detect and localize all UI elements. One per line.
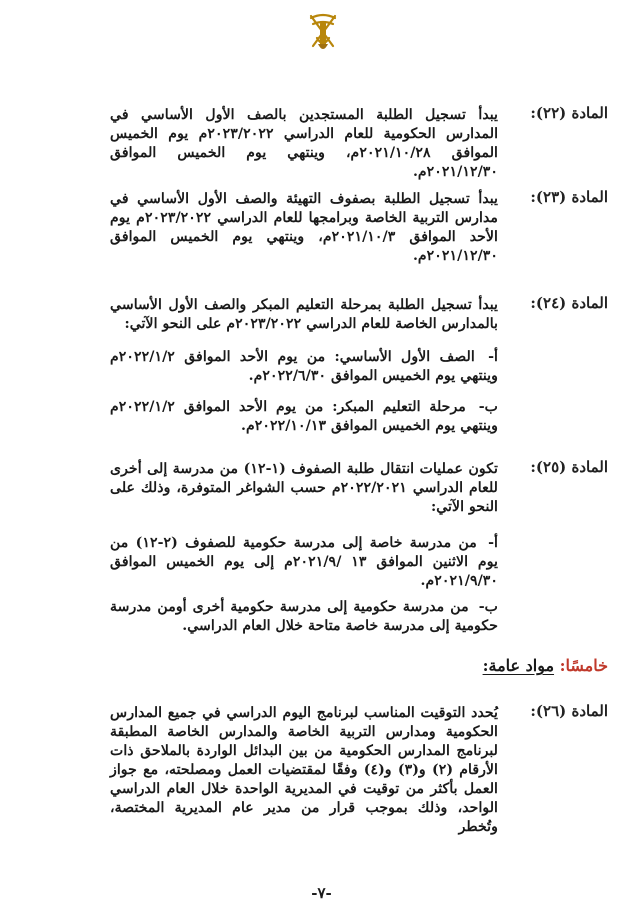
section-number: خامسًا:: [559, 656, 608, 675]
list-marker: ب-: [478, 399, 498, 415]
article-label: المادة (٢٢):: [530, 104, 608, 122]
page-number: -٧-: [311, 884, 332, 902]
list-marker: أ-: [488, 349, 498, 365]
article-text: يبدأ تسجيل الطلبة المستجدين بالصف الأول الأساسي في المدارس الحكومية للعام الدراسي ٢٠٢٣/٢٠٢٢م يوم الخميس الموافق ٢٠٢١/١٠/٢٨م، وينتهي يوم الخميس الموافق ٢٠٢١/١٢/٣٠م.: [110, 107, 499, 180]
list-marker: ب-: [478, 599, 498, 615]
list-marker: أ-: [488, 535, 498, 551]
article-label: المادة (٢٥):: [530, 458, 608, 476]
list-item-text: الصف الأول الأساسي: من يوم الأحد الموافق ٢٠٢٢/١/٢م وينتهي يوم الخميس الموافق ٢٠٢٢/٦/٣٠م.: [110, 349, 498, 384]
list-item-text: مرحلة التعليم المبكر: من يوم الأحد الموافق ٢٠٢٢/١/٢م وينتهي يوم الخميس الموافق ٢٠٢٢/١٠/١٣م.: [110, 399, 498, 434]
list-item: [110, 534, 498, 591]
article-text: يبدأ تسجيل الطلبة بمرحلة التعليم المبكر والصف الأول الأساسي بالمدارس الخاصة للعام الدراسي ٢٠٢٣/٢٠٢٢م على النحو الآتي:: [110, 297, 498, 332]
section-title: مواد عامة:: [482, 656, 555, 675]
article-text: يُحدد التوقيت المناسب لبرنامج اليوم الدراسي في جميع المدارس الحكومية ومدارس التربية الخاصة والمدارس الخاصة المطبقة لبرنامج المدارس الحكومية من بين البدائل الواردة بالملاحق ذات الأرقام (٢) و(٣) و(٤) وفقًا لمقتضيات العمل ومصلحته، مع جواز العمل بأكثر من توقيت في المديرية الواحدة خلال العام الدراسي الواحد، وذلك بموجب قرار من مدير عام المديرية المختصة، وتُخطر: [110, 705, 498, 835]
article-text: تكون عمليات انتقال طلبة الصفوف (١-١٢) من مدرسة إلى أخرى للعام الدراسي ٢٠٢٢/٢٠٢١م حسب الشواغر المتوفرة، وذلك على النحو الآتي:: [110, 461, 499, 515]
article-label: المادة (٢٦):: [530, 702, 608, 720]
article-label: المادة (٢٤):: [530, 294, 608, 312]
list-item: [110, 398, 498, 436]
article-label: المادة (٢٣):: [530, 188, 608, 206]
list-item: [110, 348, 498, 386]
list-item-text: من مدرسة خاصة إلى مدرسة حكومية للصفوف (٢-١٢) من يوم الاثنين الموافق ١٣ /٢٠٢١/٩م إلى يوم الخميس الموافق ٢٠٢١/٩/٣٠م.: [110, 535, 498, 589]
list-item-text: من مدرسة حكومية إلى مدرسة حكومية أخرى أومن مدرسة حكومية إلى مدرسة خاصة متاحة خلال العام الدراسي.: [110, 599, 498, 634]
national-emblem-icon: [305, 8, 341, 56]
list-item: [110, 598, 498, 636]
section-heading: [483, 656, 608, 675]
article-text: يبدأ تسجيل الطلبة بصفوف التهيئة والصف الأول الأساسي في مدارس التربية الخاصة وبرامجها للعام الدراسي ٢٠٢٣/٢٠٢٢م يوم الأحد الموافق ٢٠٢١/١٠/٣م، وينتهي يوم الخميس الموافق ٢٠٢١/١٢/٣٠م.: [110, 191, 498, 264]
